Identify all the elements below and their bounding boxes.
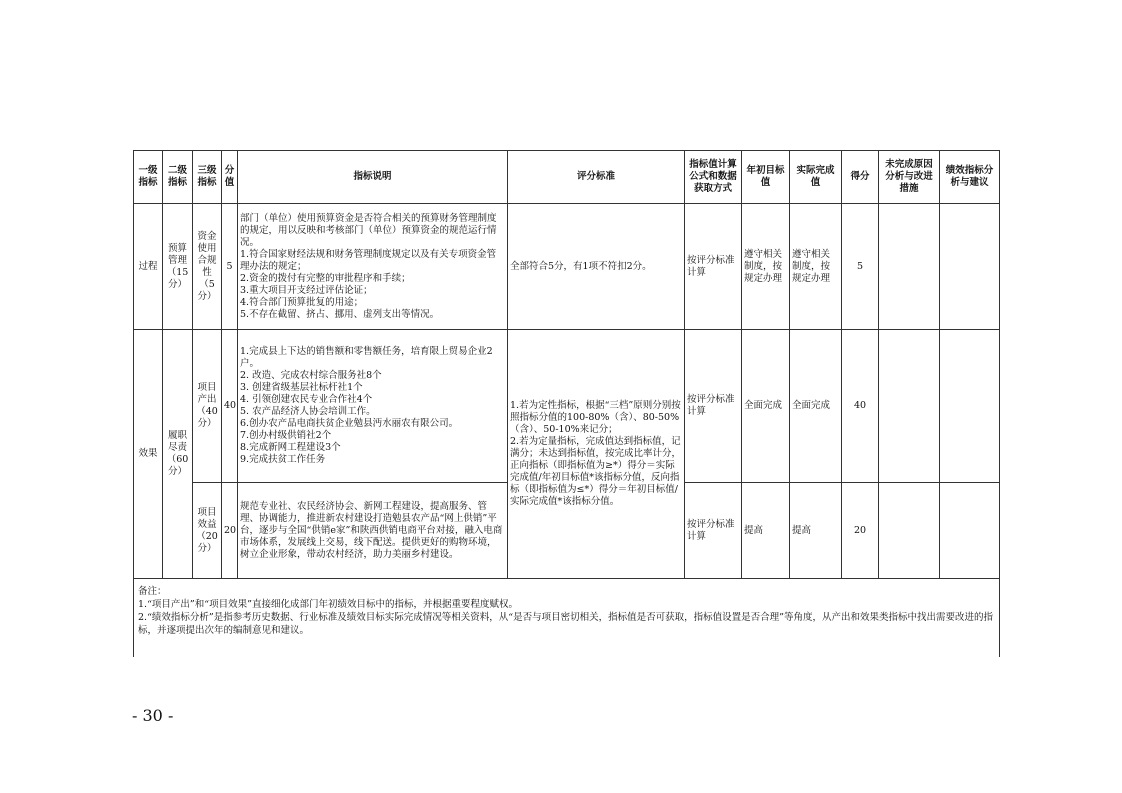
notes-line-2: 2.“绩效指标分析”是指参考历史数据、行业标准及绩效目标实际完成情况等相关资料，从“是否与项目密切相关，指标值是否可获取，指标值设置是否合理”等角度，从产出和效果类指标中找出需要改进的指标，并逐项提出次年的编制意见和建议。 xyxy=(138,612,993,636)
output-description: 1.完成县上下达的销售额和零售额任务，培育限上贸易企业2户。 2. 改造、完成农村综合服务社8个 3. 创建省级基层社标杆社1个 4. 引领创建农民专业合作社4个 5. 农产品经济人协会培训工作。 6.创办农产品电商扶贫企业勉县沔水丽农有限公司。 7.创办村级供销社2个 8.完成新网工程建设3个 9.完成扶贫工作任务 xyxy=(238,330,508,483)
benefit-actual: 提高 xyxy=(790,483,842,579)
process-suggestion xyxy=(940,204,1000,330)
process-level2: 预算管理（15分） xyxy=(163,204,193,330)
process-target: 遵守相关制度，按规定办理 xyxy=(742,204,790,330)
process-level1: 过程 xyxy=(134,204,163,330)
process-level3: 资金使用合规性（5分） xyxy=(193,204,222,330)
header-target: 年初目标值 xyxy=(742,151,790,204)
benefit-method: 按评分标准计算 xyxy=(685,483,742,579)
benefit-reason xyxy=(879,483,940,579)
notes-cell xyxy=(134,579,1000,658)
output-reason xyxy=(879,330,940,483)
output-actual: 全面完成 xyxy=(790,330,842,483)
header-description: 指标说明 xyxy=(238,151,508,204)
header-score-value: 分值 xyxy=(222,151,238,204)
output-level3: 项目产出（40分） xyxy=(193,330,222,483)
benefit-description: 规范专业社、农民经济协会、新网工程建设，提高服务、管理、协调能力，推进新农村建设打造勉县农产品“网上供销”平台，逐步与全国“供销e家”和陕西供销电商平台对接，融入电商市场体系，发展线上交易，线下配送。提供更好的购物环境，树立企业形象，带动农村经济，助力美丽乡村建设。 xyxy=(238,483,508,579)
header-row xyxy=(134,151,1000,204)
process-reason xyxy=(879,204,940,330)
header-actual: 实际完成值 xyxy=(790,151,842,204)
notes-row xyxy=(134,579,1000,658)
header-suggestion: 绩效指标分析与建议 xyxy=(940,151,1000,204)
benefit-target: 提高 xyxy=(742,483,790,579)
process-score: 5 xyxy=(842,204,879,330)
header-score: 得分 xyxy=(842,151,879,204)
header-method: 指标值计算公式和数据获取方式 xyxy=(685,151,742,204)
effect-level2: 履职尽责（60分） xyxy=(163,330,193,579)
header-criteria: 评分标准 xyxy=(508,151,685,204)
process-actual: 遵守相关制度，按规定办理 xyxy=(790,204,842,330)
effect-level1: 效果 xyxy=(134,330,163,579)
process-description: 部门（单位）使用预算资金是否符合相关的预算财务管理制度的规定，用以反映和考核部门（单位）预算资金的规范运行情况。 1.符合国家财经法规和财务管理制度规定以及有关专项资金管理办法的规定； 2.资金的拨付有完整的审批程序和手续； 3.重大项目开支经过评估论证； 4.符合部门预算批复的用途； 5.不存在截留、挤占、挪用、虚列支出等情况。 xyxy=(238,204,508,330)
effect-criteria: 1.若为定性指标，根据“三档”原则分别按照指标分值的100-80%（含）、80-50%（含）、50-10%来记分； 2.若为定量指标，完成值达到指标值，记满分；未达到指标值，按完成比率计分，正向指标（即指标值为≥*）得分＝实际完成值/年初目标值*该指标分值，反向指标（即指标值为≤*）得分＝年初目标值/实际完成值*该指标分值。 xyxy=(508,330,685,579)
output-method: 按评分标准计算 xyxy=(685,330,742,483)
header-level3: 三级指标 xyxy=(193,151,222,204)
output-suggestion xyxy=(940,330,1000,483)
header-level1: 一级指标 xyxy=(134,151,163,204)
output-score: 40 xyxy=(842,330,879,483)
output-target: 全面完成 xyxy=(742,330,790,483)
table-row-output xyxy=(134,330,1000,483)
notes-line-1: 1.“项目产出”和“项目效果”直接细化成部门年初绩效目标中的指标，并根据重要程度赋权。 xyxy=(138,599,518,610)
table-row-process xyxy=(134,204,1000,330)
benefit-suggestion xyxy=(940,483,1000,579)
benefit-score: 20 xyxy=(842,483,879,579)
process-value: 5 xyxy=(222,204,238,330)
page-number: - 30 - xyxy=(132,706,174,725)
performance-table xyxy=(133,150,1000,657)
benefit-level3: 项目效益（20分） xyxy=(193,483,222,579)
benefit-value: 20 xyxy=(222,483,238,579)
header-reason: 未完成原因分析与改进措施 xyxy=(879,151,940,204)
notes-title: 备注： xyxy=(138,586,167,597)
process-method: 按评分标准计算 xyxy=(685,204,742,330)
header-level2: 二级指标 xyxy=(163,151,193,204)
process-criteria: 全部符合5分，有1项不符扣2分。 xyxy=(508,204,685,330)
output-value: 40 xyxy=(222,330,238,483)
